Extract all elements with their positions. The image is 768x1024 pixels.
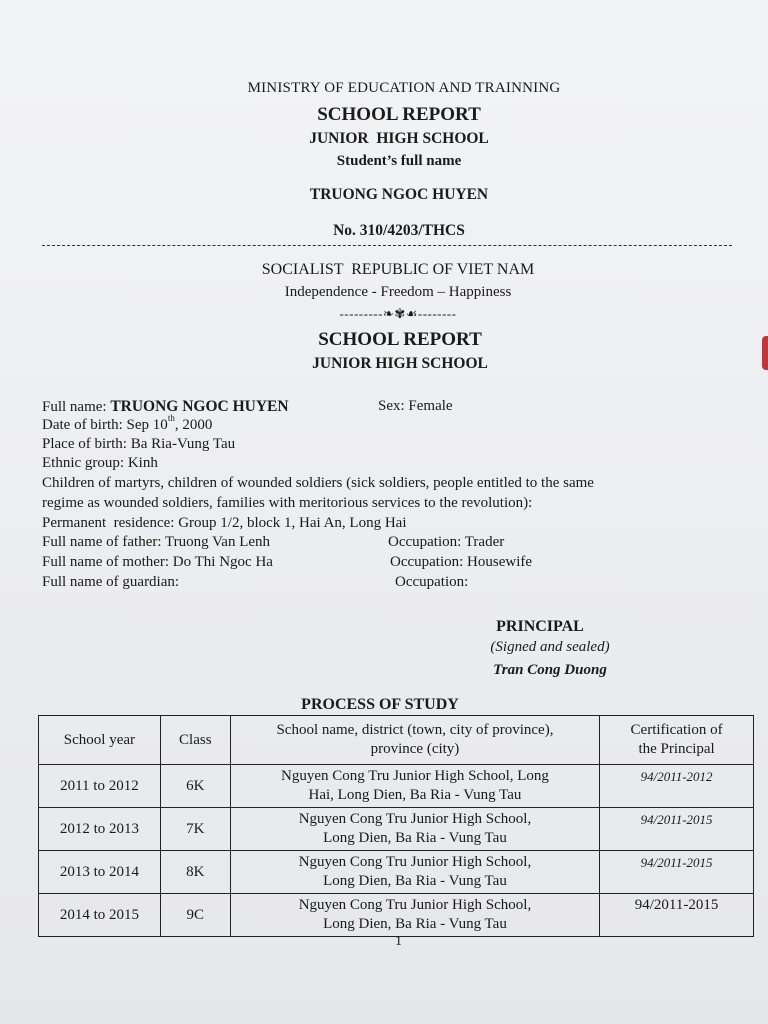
cell-school-line-1: Nguyen Cong Tru Junior High School, [298,811,532,827]
cell-year: 2011 to 2012 [39,765,161,808]
cell-class: 6K [160,765,230,808]
ministry-heading: MINISTRY OF EDUCATION AND TRAINNING [247,80,561,96]
full-name-label: Full name: [42,399,111,415]
header-cert-line-1: Certification of [630,722,723,738]
cell-school-line-2: Long Dien, Ba Ria - Vung Tau [323,830,507,846]
study-table [38,715,754,937]
sex-field: Sex: Female [378,398,453,414]
date-of-birth [42,413,213,435]
place-of-birth: Place of birth: Ba Ria-Vung Tau [42,436,236,452]
header-cert-line-2: the Principal [638,741,715,757]
header-school-line-2: province (city) [370,741,460,757]
mother-name: Full name of mother: Do Thi Ngoc Ha [42,554,273,570]
full-name-value: TRUONG NGOC HUYEN [110,398,289,415]
signed-sealed-note: (Signed and sealed) [490,639,610,655]
cell-class: 7K [160,808,230,851]
cell-school [230,765,599,808]
cell-certification: 94/2011-2012 [600,765,754,808]
principal-title: PRINCIPAL [496,618,584,635]
header-school-line-1: School name, district (town, city of province), [276,722,554,738]
report-title-2: SCHOOL REPORT [318,329,482,350]
principal-name: Tran Cong Duong [493,662,607,678]
table-row [39,851,754,894]
cell-year: 2014 to 2015 [39,894,161,937]
national-motto: Independence - Freedom – Happiness [284,284,512,300]
martyrs-line-2: regime as wounded soldiers, families with meritorious services to the revolution): [42,495,533,511]
cell-school-line-1: Nguyen Cong Tru Junior High School, Long [280,768,549,784]
table-row [39,765,754,808]
guardian-name: Full name of guardian: [42,574,180,590]
cell-class: 9C [160,894,230,937]
dob-ordinal: th [167,413,175,423]
mother-occupation: Occupation: Housewife [390,554,533,570]
cell-certification: 94/2011-2015 [600,851,754,894]
table-row [39,894,754,937]
ethnic-group: Ethnic group: Kinh [42,455,158,471]
dob-prefix: Date of birth: Sep 10 [42,417,168,433]
cell-certification: 94/2011-2015 [600,894,754,937]
cell-class: 8K [160,851,230,894]
table-header-row [39,716,754,765]
cell-school-line-1: Nguyen Cong Tru Junior High School, [298,897,532,913]
father-name: Full name of father: Truong Van Lenh [42,534,271,550]
guardian-occupation: Occupation: [395,574,469,590]
cell-school-line-1: Nguyen Cong Tru Junior High School, [298,854,532,870]
student-name-label: Student’s full name [336,153,462,169]
cell-school-line-2: Long Dien, Ba Ria - Vung Tau [323,873,507,889]
cell-school [230,808,599,851]
full-name-row [42,397,289,417]
school-level-2: JUNIOR HIGH SCHOOL [312,355,488,372]
ornament-divider: ---------❧✾☙-------- [339,306,457,321]
header-class: Class [160,716,230,765]
father-occupation: Occupation: Trader [388,534,505,550]
cell-certification: 94/2011-2015 [600,808,754,851]
page-number: 1 [395,934,402,949]
header-school-year: School year [39,716,161,765]
dob-suffix: , 2000 [174,417,213,433]
table-row [39,808,754,851]
cell-school [230,894,599,937]
permanent-residence: Permanent residence: Group 1/2, block 1, Hai An, Long Hai [42,515,407,531]
header-certification [600,716,754,765]
school-level: JUNIOR HIGH SCHOOL [309,130,489,147]
report-title: SCHOOL REPORT [317,104,481,125]
cell-year: 2012 to 2013 [39,808,161,851]
cell-school-line-2: Long Dien, Ba Ria - Vung Tau [323,916,507,932]
dashed-divider [42,245,732,246]
process-title: PROCESS OF STUDY [301,696,459,713]
cell-school [230,851,599,894]
cell-school-line-2: Hai, Long Dien, Ba Ria - Vung Tau [308,787,522,803]
header-school-name [230,716,599,765]
country-name: SOCIALIST REPUBLIC OF VIET NAM [261,261,535,278]
red-edge-mark [762,336,768,370]
martyrs-line-1: Children of martyrs, children of wounded soldiers (sick soldiers, people entitled to the same [42,475,594,491]
cell-year: 2013 to 2014 [39,851,161,894]
student-name: TRUONG NGOC HUYEN [309,186,489,203]
report-number: No. 310/4203/THCS [333,222,465,239]
